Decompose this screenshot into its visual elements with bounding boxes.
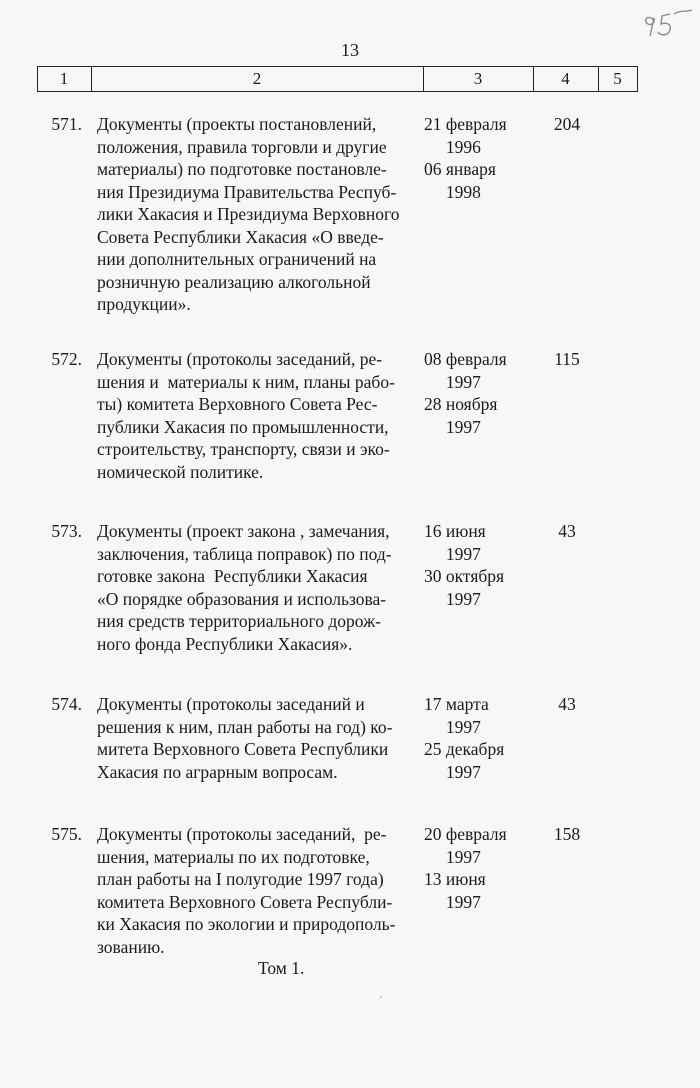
entry-sheet-count: 158: [553, 824, 581, 844]
header-col-2: 2: [252, 69, 262, 88]
entry-dates: 08 февраля 1997 28 ноября 1997: [424, 349, 507, 437]
entry-sheet-count: 43: [558, 521, 576, 541]
table-header-row: [37, 66, 638, 92]
entry-sheet-count: 43: [558, 694, 576, 714]
entry-number: 574.: [51, 694, 82, 714]
entry-number: 571.: [51, 114, 82, 134]
handwritten-folio-mark: [640, 6, 694, 40]
entry-dates: 16 июня 1997 30 октября 1997: [424, 521, 505, 609]
volume-note: Том 1.: [258, 958, 305, 978]
entry-number: 572.: [51, 349, 82, 369]
entry-dates: 21 февраля 1996 06 января 1998: [424, 114, 507, 202]
header-col-4: 4: [561, 69, 570, 88]
entry-dates: 20 февраля 1997 13 июня 1997: [424, 824, 507, 912]
entry-sheet-count: 115: [554, 349, 580, 369]
header-col-3: 3: [473, 69, 483, 88]
entry-sheet-count: 204: [553, 114, 581, 134]
entry-dates: 17 марта 1997 25 декабря 1997: [424, 694, 505, 782]
header-col-5: 5: [613, 69, 622, 88]
entry-description: Документы (проекты постановлений, положения, правила торговли и другие материалы) по подготовке постановле- ния Президиума Правительства Респуб- лики Хакасия и Президиума Верховного Совета Республики Хакасия «О введе- нии дополнительных ограничений на розничную реализацию алкогольной продукции».: [97, 114, 400, 314]
entry-description: Документы (протоколы заседаний и решения к ним, план работы на год) ко- митета Верховного Совета Республики Хакасия по аграрным вопросам.: [97, 694, 393, 782]
entry-description: Документы (протоколы заседаний, ре- шения и материалы к ним, планы рабо- ты) комитета Верховного Совета Рес- публики Хакасия по промышленности, строительству, транспорту, связи и эко- номической политике.: [97, 349, 395, 482]
entry-number: 575.: [51, 824, 82, 844]
header-col-1: 1: [59, 69, 69, 88]
entry-number: 573.: [51, 521, 82, 541]
entry-description: Документы (проект закона , замечания, заключения, таблица поправок) по под- готовке закона Республики Хакасия «О порядке образования и использова- ния средств территориального дорож- ного фонда Республики Хакасия».: [97, 521, 392, 654]
scan-speck: [380, 996, 382, 998]
page-number: 13: [341, 40, 359, 60]
entry-description: Документы (протоколы заседаний, ре- шения, материалы по их подготовке, план работы на I полугодие 1997 года) комитета Верховного Совета Республи- ки Хакасия по экологии и природополь- зованию.: [97, 824, 396, 957]
